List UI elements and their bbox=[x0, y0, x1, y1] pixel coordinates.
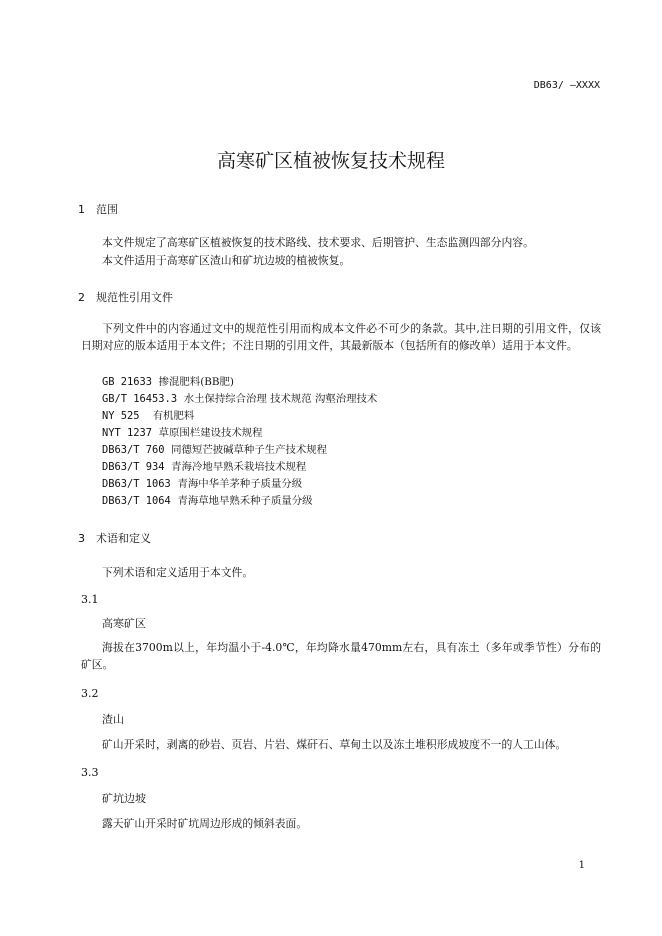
reference-title: 掺混肥料(BB肥) bbox=[158, 376, 234, 388]
paragraph: 下列文件中的内容通过文中的规范性引用而构成本文件必不可少的条款。其中,注日期的引用文件，仅该日期对应的版本适用于本文件；不注日期的引用文件，其最新版本（包括所有的修改单）适用于本文件。 bbox=[81, 322, 601, 352]
term-name: 高寒矿区 bbox=[102, 617, 146, 630]
reference-code: DB63/T 1064 bbox=[102, 495, 171, 507]
reference-item bbox=[102, 424, 263, 439]
reference-title: 水土保持综合治理 技术规范 沟壑治理技术 bbox=[183, 393, 378, 405]
reference-code: NYT 1237 bbox=[102, 427, 153, 439]
section-2-heading bbox=[78, 289, 173, 305]
section-title: 术语和定义 bbox=[96, 532, 151, 545]
section-3-heading bbox=[78, 530, 151, 546]
term-name: 矿坑边坡 bbox=[102, 792, 146, 805]
reference-code: DB63/T 1063 bbox=[102, 478, 171, 490]
term-definition: 海拔在3700m以上，年均温小于-4.0℃，年均降水量470mm左右，具有冻土（多年或季节性）分布的矿区。 bbox=[81, 641, 601, 671]
term-name: 渣山 bbox=[102, 713, 124, 726]
section-title: 范围 bbox=[96, 203, 118, 216]
reference-title: 青海草地早熟禾种子质量分级 bbox=[177, 495, 313, 507]
paragraph: 本文件规定了高寒矿区植被恢复的技术路线、技术要求、后期管护、生态监测四部分内容。 bbox=[102, 236, 534, 249]
term-definition: 露天矿山开采时矿坑周边形成的倾斜表面。 bbox=[102, 817, 308, 830]
paragraph: 本文件适用于高寒矿区渣山和矿坑边坡的植被恢复。 bbox=[102, 254, 351, 267]
reference-code: GB 21633 bbox=[102, 376, 153, 388]
reference-item bbox=[102, 458, 306, 473]
reference-item bbox=[102, 390, 377, 405]
page-number: 1 bbox=[578, 860, 585, 871]
reference-item bbox=[102, 441, 327, 456]
reference-item bbox=[102, 492, 313, 507]
term-definition: 矿山开采时，剥离的砂岩、页岩、片岩、煤矸石、草甸土以及冻土堆积形成坡度不一的人工山体。 bbox=[102, 738, 567, 751]
reference-item bbox=[102, 407, 194, 422]
reference-title: 有机肥料 bbox=[152, 410, 195, 422]
reference-code: DB63/T 934 bbox=[102, 461, 165, 473]
reference-title: 草原围栏建设技术规程 bbox=[158, 427, 263, 439]
page-title: 高寒矿区植被恢复技术规程 bbox=[216, 150, 445, 172]
reference-code: GB/T 16453.3 bbox=[102, 393, 178, 405]
reference-title: 青海冷地早熟禾栽培技术规程 bbox=[171, 461, 307, 473]
reference-title: 青海中华羊茅种子质量分级 bbox=[177, 478, 303, 490]
section-number: 3 bbox=[78, 532, 85, 545]
term-number: 3.2 bbox=[81, 687, 99, 700]
paragraph: 下列术语和定义适用于本文件。 bbox=[102, 566, 254, 579]
section-title: 规范性引用文件 bbox=[96, 291, 173, 304]
reference-item bbox=[102, 475, 302, 490]
section-number: 2 bbox=[78, 291, 85, 304]
reference-code: DB63/T 760 bbox=[102, 444, 165, 456]
reference-title: 同德短芒披碱草种子生产技术规程 bbox=[171, 444, 328, 456]
term-number: 3.1 bbox=[81, 593, 99, 606]
reference-code: NY 525 bbox=[102, 410, 140, 422]
reference-item bbox=[102, 373, 234, 388]
term-number: 3.3 bbox=[81, 766, 99, 779]
section-1-heading bbox=[78, 201, 118, 217]
section-number: 1 bbox=[78, 203, 85, 216]
document-code: DB63/ —XXXX bbox=[533, 80, 600, 91]
